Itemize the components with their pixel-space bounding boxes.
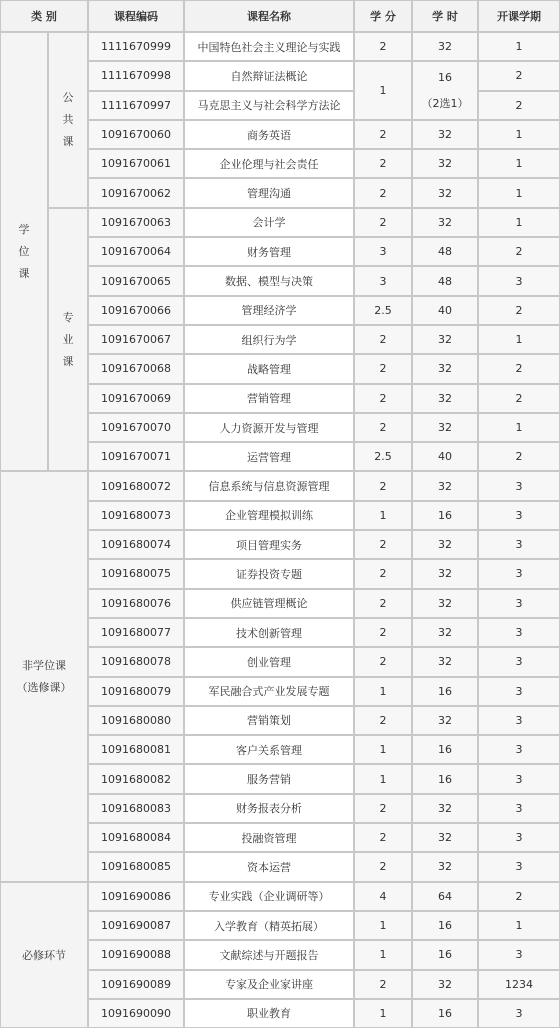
category-required: 必修环节 <box>0 882 88 1028</box>
course-code: 1091690087 <box>88 911 184 940</box>
category-nondegree-line1: 非学位课 <box>22 658 66 672</box>
course-credit: 2 <box>354 618 412 647</box>
course-credit: 2 <box>354 471 412 500</box>
course-semester: 2 <box>478 237 560 266</box>
course-hours: 32 <box>412 178 478 207</box>
course-name: 客户关系管理 <box>184 735 354 764</box>
course-credit: 3 <box>354 266 412 295</box>
course-semester: 2 <box>478 384 560 413</box>
course-semester: 3 <box>478 618 560 647</box>
course-semester: 3 <box>478 677 560 706</box>
course-hours: 16 <box>412 501 478 530</box>
course-code: 1091680084 <box>88 823 184 852</box>
header-name: 课程名称 <box>184 0 354 32</box>
course-hours: 48 <box>412 237 478 266</box>
header-semester: 开课学期 <box>478 0 560 32</box>
course-hours: 32 <box>412 413 478 442</box>
table-row <box>0 471 560 500</box>
course-credit: 1 <box>354 677 412 706</box>
header-category: 类 别 <box>0 0 88 32</box>
course-code: 1091680075 <box>88 559 184 588</box>
table-row <box>0 208 560 237</box>
course-code: 1091680072 <box>88 471 184 500</box>
course-code: 1091670062 <box>88 178 184 207</box>
course-name: 文献综述与开题报告 <box>184 940 354 969</box>
course-name: 商务英语 <box>184 120 354 149</box>
course-name: 战略管理 <box>184 354 354 383</box>
course-hours: 16 <box>412 677 478 706</box>
course-name: 财务管理 <box>184 237 354 266</box>
course-credit: 2.5 <box>354 296 412 325</box>
course-hours: 32 <box>412 354 478 383</box>
course-name: 资本运营 <box>184 852 354 881</box>
course-hours: 64 <box>412 882 478 911</box>
course-code: 1091670063 <box>88 208 184 237</box>
course-name: 自然辩证法概论 <box>184 61 354 90</box>
course-name: 马克思主义与社会科学方法论 <box>184 91 354 120</box>
course-name: 服务营销 <box>184 764 354 793</box>
course-credit: 2 <box>354 120 412 149</box>
category-nondegree-line2: （选修课） <box>16 680 72 694</box>
course-hours: 16 <box>412 940 478 969</box>
course-hours-note: （2选1） <box>421 96 469 110</box>
course-name: 供应链管理概论 <box>184 589 354 618</box>
course-hours: 32 <box>412 149 478 178</box>
course-name: 人力资源开发与管理 <box>184 413 354 442</box>
course-code: 1091680081 <box>88 735 184 764</box>
course-semester: 1 <box>478 325 560 354</box>
table-row <box>0 882 560 911</box>
course-code: 1091680077 <box>88 618 184 647</box>
course-credit: 1 <box>354 735 412 764</box>
course-credit: 2 <box>354 970 412 999</box>
course-code: 1091690086 <box>88 882 184 911</box>
course-credit: 2 <box>354 32 412 61</box>
course-hours <box>412 61 478 120</box>
course-hours: 32 <box>412 384 478 413</box>
course-name: 专业实践（企业调研等） <box>184 882 354 911</box>
course-semester: 3 <box>478 559 560 588</box>
course-name: 运营管理 <box>184 442 354 471</box>
course-hours: 16 <box>412 911 478 940</box>
course-semester: 1 <box>478 208 560 237</box>
course-hours: 48 <box>412 266 478 295</box>
course-credit: 2 <box>354 530 412 559</box>
course-semester: 3 <box>478 823 560 852</box>
course-name: 专家及企业家讲座 <box>184 970 354 999</box>
course-hours-value: 16 <box>438 70 452 84</box>
course-hours: 32 <box>412 120 478 149</box>
course-code: 1091680080 <box>88 706 184 735</box>
course-name: 会计学 <box>184 208 354 237</box>
course-semester: 3 <box>478 706 560 735</box>
course-code: 1091670061 <box>88 149 184 178</box>
course-credit: 2 <box>354 354 412 383</box>
course-code: 1091670070 <box>88 413 184 442</box>
course-name: 投融资管理 <box>184 823 354 852</box>
course-credit: 2 <box>354 384 412 413</box>
course-credit: 1 <box>354 940 412 969</box>
course-semester: 3 <box>478 266 560 295</box>
course-hours: 32 <box>412 823 478 852</box>
course-credit: 2 <box>354 178 412 207</box>
course-semester: 2 <box>478 882 560 911</box>
category-degree <box>0 32 48 471</box>
course-code: 1091680074 <box>88 530 184 559</box>
course-code: 1091690090 <box>88 999 184 1028</box>
course-credit: 2 <box>354 559 412 588</box>
course-semester: 3 <box>478 501 560 530</box>
course-hours: 32 <box>412 706 478 735</box>
header-code: 课程编码 <box>88 0 184 32</box>
course-credit: 2 <box>354 852 412 881</box>
course-credit: 3 <box>354 237 412 266</box>
course-semester: 2 <box>478 61 560 90</box>
course-code: 1091670069 <box>88 384 184 413</box>
course-code: 1091670066 <box>88 296 184 325</box>
course-semester: 3 <box>478 735 560 764</box>
course-credit: 2 <box>354 208 412 237</box>
course-code: 1111670997 <box>88 91 184 120</box>
course-hours: 32 <box>412 559 478 588</box>
course-hours: 16 <box>412 764 478 793</box>
course-name: 项目管理实务 <box>184 530 354 559</box>
course-credit: 2 <box>354 706 412 735</box>
course-credit: 1 <box>354 764 412 793</box>
course-code: 1091670064 <box>88 237 184 266</box>
course-credit: 2 <box>354 823 412 852</box>
course-semester: 2 <box>478 442 560 471</box>
course-name: 企业伦理与社会责任 <box>184 149 354 178</box>
course-credit: 2 <box>354 794 412 823</box>
course-name: 数据、模型与决策 <box>184 266 354 295</box>
course-semester: 3 <box>478 589 560 618</box>
course-code: 1091680076 <box>88 589 184 618</box>
course-name: 创业管理 <box>184 647 354 676</box>
course-semester: 2 <box>478 296 560 325</box>
course-name: 管理沟通 <box>184 178 354 207</box>
course-code: 1091680083 <box>88 794 184 823</box>
course-semester: 3 <box>478 471 560 500</box>
category-degree-label: 学位课 <box>18 222 30 280</box>
course-name: 入学教育（精英拓展） <box>184 911 354 940</box>
course-hours: 16 <box>412 735 478 764</box>
course-semester: 3 <box>478 647 560 676</box>
course-hours: 32 <box>412 852 478 881</box>
course-credit: 4 <box>354 882 412 911</box>
course-credit: 1 <box>354 911 412 940</box>
course-hours: 32 <box>412 647 478 676</box>
course-code: 1091680078 <box>88 647 184 676</box>
course-code: 1091680082 <box>88 764 184 793</box>
course-name: 组织行为学 <box>184 325 354 354</box>
course-semester: 3 <box>478 852 560 881</box>
table-row <box>0 32 560 61</box>
course-semester: 3 <box>478 530 560 559</box>
course-code: 1091670060 <box>88 120 184 149</box>
course-hours: 32 <box>412 32 478 61</box>
header-credit: 学 分 <box>354 0 412 32</box>
category-major <box>48 208 88 472</box>
course-name: 信息系统与信息资源管理 <box>184 471 354 500</box>
course-credit: 2 <box>354 325 412 354</box>
course-name: 营销管理 <box>184 384 354 413</box>
course-hours: 32 <box>412 325 478 354</box>
course-credit: 2 <box>354 647 412 676</box>
course-semester: 3 <box>478 794 560 823</box>
course-semester: 1 <box>478 413 560 442</box>
course-code: 1091670068 <box>88 354 184 383</box>
course-hours: 32 <box>412 589 478 618</box>
course-semester: 1 <box>478 120 560 149</box>
table-header-row <box>0 0 560 32</box>
course-credit: 2 <box>354 589 412 618</box>
course-hours: 32 <box>412 471 478 500</box>
course-hours: 32 <box>412 970 478 999</box>
course-code: 1091690089 <box>88 970 184 999</box>
course-semester: 3 <box>478 764 560 793</box>
course-code: 1111670999 <box>88 32 184 61</box>
table-body <box>0 32 560 1028</box>
course-code: 1091680073 <box>88 501 184 530</box>
course-credit: 2.5 <box>354 442 412 471</box>
course-credit: 2 <box>354 149 412 178</box>
course-semester: 3 <box>478 999 560 1028</box>
course-credit: 1 <box>354 999 412 1028</box>
course-credit: 1 <box>354 61 412 120</box>
course-name: 企业管理模拟训练 <box>184 501 354 530</box>
course-name: 管理经济学 <box>184 296 354 325</box>
course-hours: 16 <box>412 999 478 1028</box>
course-semester: 1 <box>478 178 560 207</box>
course-code: 1091670067 <box>88 325 184 354</box>
category-major-label: 专业课 <box>62 310 74 368</box>
course-code: 1091670071 <box>88 442 184 471</box>
course-semester: 1234 <box>478 970 560 999</box>
course-code: 1091690088 <box>88 940 184 969</box>
category-nondegree <box>0 471 88 881</box>
course-name: 职业教育 <box>184 999 354 1028</box>
course-hours: 32 <box>412 618 478 647</box>
course-hours: 40 <box>412 296 478 325</box>
course-name: 营销策划 <box>184 706 354 735</box>
course-code: 1091670065 <box>88 266 184 295</box>
course-name: 中国特色社会主义理论与实践 <box>184 32 354 61</box>
course-code: 1111670998 <box>88 61 184 90</box>
course-name: 军民融合式产业发展专题 <box>184 677 354 706</box>
course-hours: 32 <box>412 208 478 237</box>
course-semester: 1 <box>478 149 560 178</box>
course-hours: 40 <box>412 442 478 471</box>
course-code: 1091680079 <box>88 677 184 706</box>
category-public-label: 公共课 <box>62 90 74 148</box>
course-semester: 3 <box>478 940 560 969</box>
course-name: 财务报表分析 <box>184 794 354 823</box>
course-semester: 1 <box>478 32 560 61</box>
course-semester: 2 <box>478 91 560 120</box>
course-code: 1091680085 <box>88 852 184 881</box>
course-semester: 2 <box>478 354 560 383</box>
course-hours: 32 <box>412 530 478 559</box>
header-hours: 学 时 <box>412 0 478 32</box>
course-hours: 32 <box>412 794 478 823</box>
course-credit: 2 <box>354 413 412 442</box>
category-public <box>48 32 88 208</box>
course-name: 技术创新管理 <box>184 618 354 647</box>
course-semester: 1 <box>478 911 560 940</box>
course-name: 证券投资专题 <box>184 559 354 588</box>
course-credit: 1 <box>354 501 412 530</box>
